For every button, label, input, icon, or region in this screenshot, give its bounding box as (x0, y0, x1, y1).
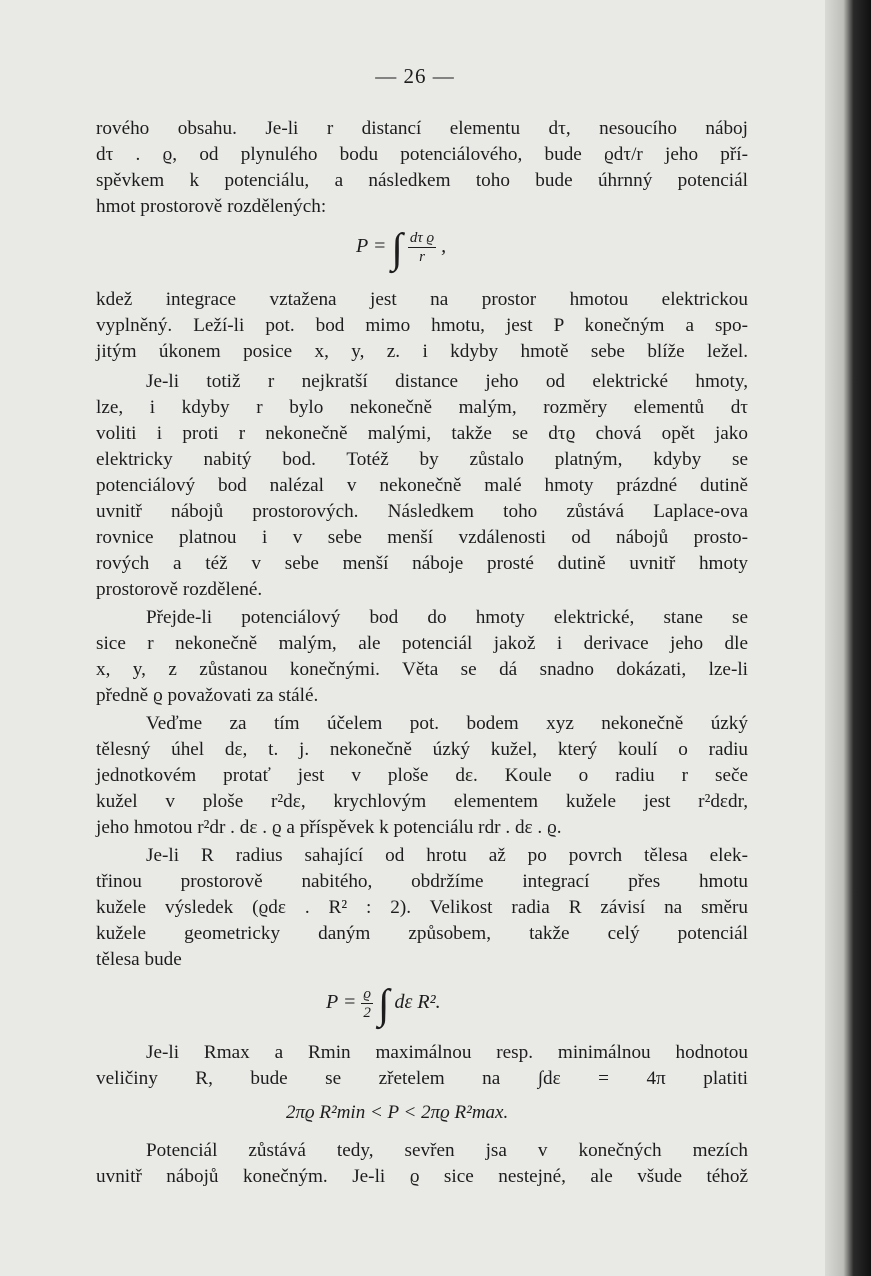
text-line: Je-li totiž r nejkratší distance jeho od elektrické hmoty, (146, 371, 748, 392)
text-line: sice r nekonečně malým, ale potenciál jakož i derivace jeho dle (96, 633, 748, 654)
text-line: předně ϱ považovati za stálé. (96, 685, 319, 706)
text-line: uvnitř nábojů prostorových. Následkem toho zůstává Laplace-ova (96, 501, 748, 522)
formula-lhs: P = (326, 991, 357, 1013)
text-line: Je-li Rmax a Rmin maximálnou resp. minimálnou hodnotou (146, 1042, 748, 1063)
text-line: jitým úkonem posice x, y, z. i kdyby hmotě sebe blíže ležel. (96, 341, 748, 362)
formula-lhs: P = (356, 235, 387, 257)
text-line: kdež integrace vztažena jest na prostor hmotou elektrickou (96, 289, 748, 310)
text-line: Je-li R radius sahající od hrotu až po povrch tělesa elek- (146, 845, 748, 866)
formula-body: dε R². (394, 991, 441, 1013)
text-line: dτ . ϱ, od plynulého bodu potenciálového, bude ϱdτ/r jeho pří- (96, 144, 748, 165)
text-line: spěvkem k potenciálu, a následkem toho bude úhrnný potenciál (96, 170, 748, 191)
text-line: prostorově rozdělené. (96, 579, 263, 600)
text-line: kužele výsledek (ϱdε . R² : 2). Velikost radia R závisí na směru (96, 897, 748, 918)
text-line: tělesný úhel dε, t. j. nekonečně úzký kužel, který koulí o radiu (96, 739, 748, 760)
text-line: rových a též v sebe menší náboje prosté dutině uvnitř hmoty (96, 553, 748, 574)
integral-sign: ∫ (377, 982, 390, 1028)
formula-potential-integral (356, 228, 446, 270)
text-line: hmot prostorově rozdělených: (96, 196, 327, 217)
text-line: jednotkovém protať jest v ploše dε. Koule o radiu r seče (96, 765, 748, 786)
text-line: kužel v ploše r²dε, krychlovým elementem kužele jest r²dεdr, (96, 791, 748, 812)
text-line: vyplněný. Leží-li pot. bod mimo hmotu, jest P konečným a spo- (96, 315, 748, 336)
text-line: rovnice platnou i v sebe menší vzdálenosti od nábojů prosto- (96, 527, 748, 548)
fraction-denominator: 2 (363, 1004, 371, 1021)
page-binding-shadow (825, 0, 871, 1276)
text-line: Potenciál zůstává tedy, sevřen jsa v konečných mezích (146, 1140, 748, 1161)
text-line: x, y, z zůstanou konečnými. Věta se dá snadno dokázati, lze-li (96, 659, 748, 680)
fraction-numerator: dτ ϱ (409, 229, 435, 246)
formula-inequality: 2πϱ R²min < P < 2πϱ R²max. (286, 1102, 509, 1123)
text-line: voliti i proti r nekonečně malými, takže se dτϱ chová opět jako (96, 423, 748, 444)
fraction-denominator: r (419, 248, 425, 265)
text-line: kužele geometricky daným způsobem, takže celý potenciál (96, 923, 748, 944)
integral-sign: ∫ (391, 226, 403, 272)
formula-tail: , (441, 235, 447, 257)
text-line: veličiny R, bude se zřetelem na ∫dε = 4π platiti (96, 1068, 748, 1089)
text-line: elektricky nabitý bod. Totéž by zůstalo platným, kdyby se (96, 449, 748, 470)
text-line: jeho hmotou r²dr . dε . ϱ a příspěvek k potenciálu rdr . dε . ϱ. (96, 817, 562, 838)
formula-potential-cone (326, 984, 441, 1026)
text-line: potenciálový bod nalézal v nekonečně malé hmoty prázdné dutině (96, 475, 748, 496)
text-line: lze, i kdyby r bylo nekonečně malým, rozměry elementů dτ (96, 397, 748, 418)
text-line: rového obsahu. Je-li r distancí elementu dτ, nesoucího náboj (96, 118, 748, 139)
fraction-numerator: ϱ (363, 985, 371, 1002)
page-number: — 26 — (375, 64, 455, 88)
text-line: Přejde-li potenciálový bod do hmoty elektrické, stane se (146, 607, 748, 628)
formula-fraction (361, 985, 373, 1022)
text-line: třinou prostorově nabitého, obdržíme integrací přes hmotu (96, 871, 748, 892)
text-line: Veďme za tím účelem pot. bodem xyz nekonečně úzký (146, 713, 748, 734)
formula-fraction (408, 229, 436, 266)
text-line: tělesa bude (96, 949, 182, 970)
text-line: uvnitř nábojů konečným. Je-li ϱ sice nestejné, ale všude téhož (96, 1166, 748, 1187)
